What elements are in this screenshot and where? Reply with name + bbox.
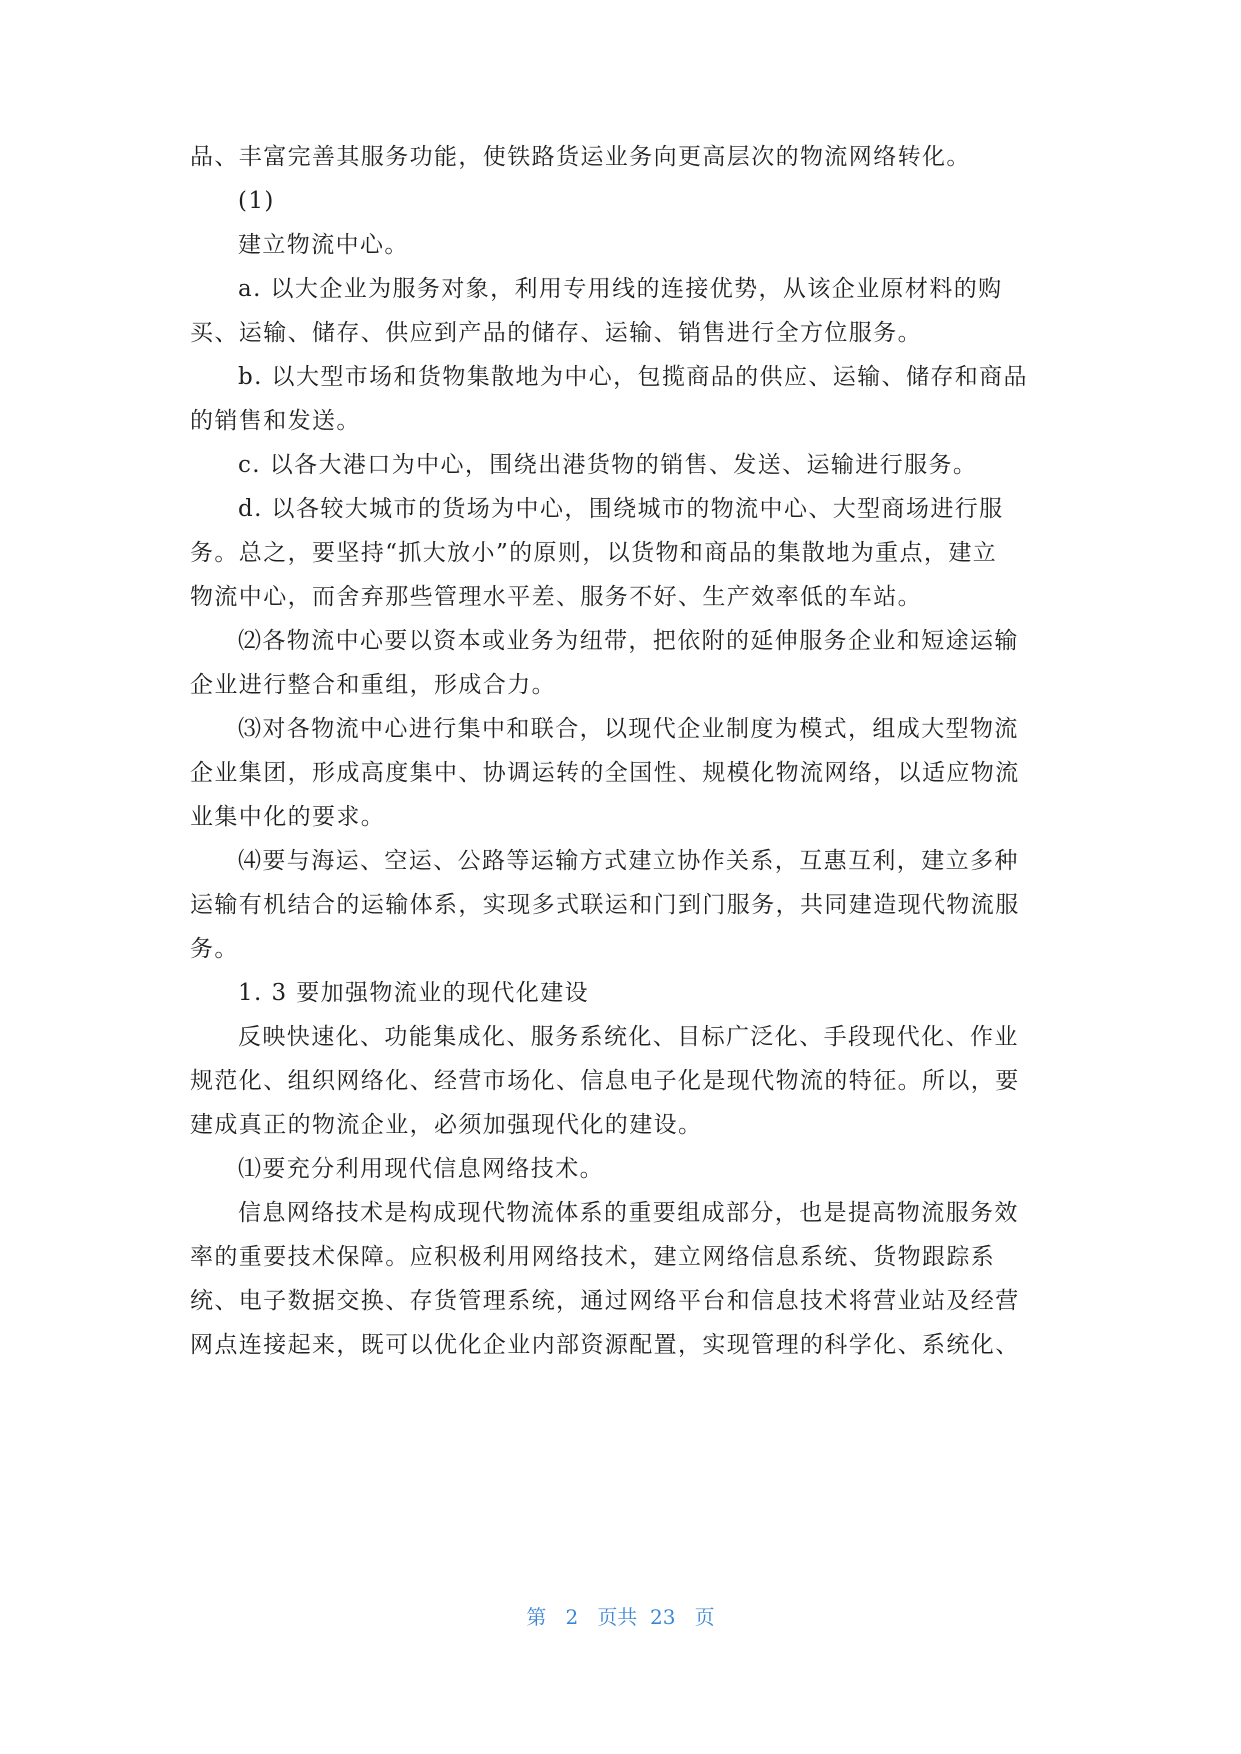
text-line: 规范化、组织网络化、经营市场化、信息电子化是现代物流的特征。所以，要 [190, 1068, 1020, 1094]
footer-middle: 页共 [597, 1605, 638, 1629]
footer-suffix: 页 [694, 1605, 715, 1629]
text-line: ⑴要充分利用现代信息网络技术。 [238, 1156, 604, 1182]
text-line: 物流中心，而舍弃那些管理水平差、服务不好、生产效率低的车站。 [190, 584, 922, 610]
text-line: 率的重要技术保障。应积极利用网络技术，建立网络信息系统、货物跟踪系 [190, 1244, 996, 1270]
text-line: c. 以各大港口为中心，围绕出港货物的销售、发送、运输进行服务。 [238, 452, 978, 478]
footer-total-pages: 23 [650, 1605, 676, 1629]
text-line: 反映快速化、功能集成化、服务系统化、目标广泛化、手段现代化、作业 [238, 1024, 1019, 1050]
text-line: 品、丰富完善其服务功能，使铁路货运业务向更高层次的物流网络转化。 [190, 144, 971, 170]
footer-current-page: 2 [565, 1605, 579, 1629]
text-line: (1) [238, 188, 275, 214]
text-line: 业集中化的要求。 [190, 804, 386, 830]
text-line: 信息网络技术是构成现代物流体系的重要组成部分，也是提高物流服务效 [238, 1200, 1019, 1226]
section-heading: 1. 3 要加强物流业的现代化建设 [238, 980, 589, 1006]
text-line: 统、电子数据交换、存货管理系统，通过网络平台和信息技术将营业站及经营 [190, 1288, 1020, 1314]
text-line: b. 以大型市场和货物集散地为中心，包揽商品的供应、运输、储存和商品 [238, 364, 1028, 390]
text-line: ⑵各物流中心要以资本或业务为纽带，把依附的延伸服务企业和短途运输 [238, 628, 1019, 654]
text-line: 企业进行整合和重组，形成合力。 [190, 672, 556, 698]
text-line: ⑶对各物流中心进行集中和联合，以现代企业制度为模式，组成大型物流 [238, 716, 1019, 742]
text-line: 务。 [190, 936, 239, 962]
text-line: 建立物流中心。 [238, 232, 409, 258]
text-line: 网点连接起来，既可以优化企业内部资源配置，实现管理的科学化、系统化、 [190, 1332, 1020, 1358]
text-line: ⑷要与海运、空运、公路等运输方式建立协作关系，互惠互利，建立多种 [238, 848, 1019, 874]
text-line: 买、运输、储存、供应到产品的储存、运输、销售进行全方位服务。 [190, 320, 922, 346]
page-footer [0, 1604, 1241, 1630]
text-line: 建成真正的物流企业，必须加强现代化的建设。 [190, 1112, 703, 1138]
text-line: 务。总之，要坚持“抓大放小”的原则，以货物和商品的集散地为重点，建立 [190, 540, 998, 566]
footer-prefix: 第 [526, 1605, 547, 1629]
text-line: 运输有机结合的运输体系，实现多式联运和门到门服务，共同建造现代物流服 [190, 892, 1020, 918]
text-line: 的销售和发送。 [190, 408, 361, 434]
text-line: 企业集团，形成高度集中、协调运转的全国性、规模化物流网络，以适应物流 [190, 760, 1020, 786]
text-line: a. 以大企业为服务对象，利用专用线的连接优势，从该企业原材料的购 [238, 276, 1003, 302]
text-line: d. 以各较大城市的货场为中心，围绕城市的物流中心、大型商场进行服 [238, 496, 1004, 522]
